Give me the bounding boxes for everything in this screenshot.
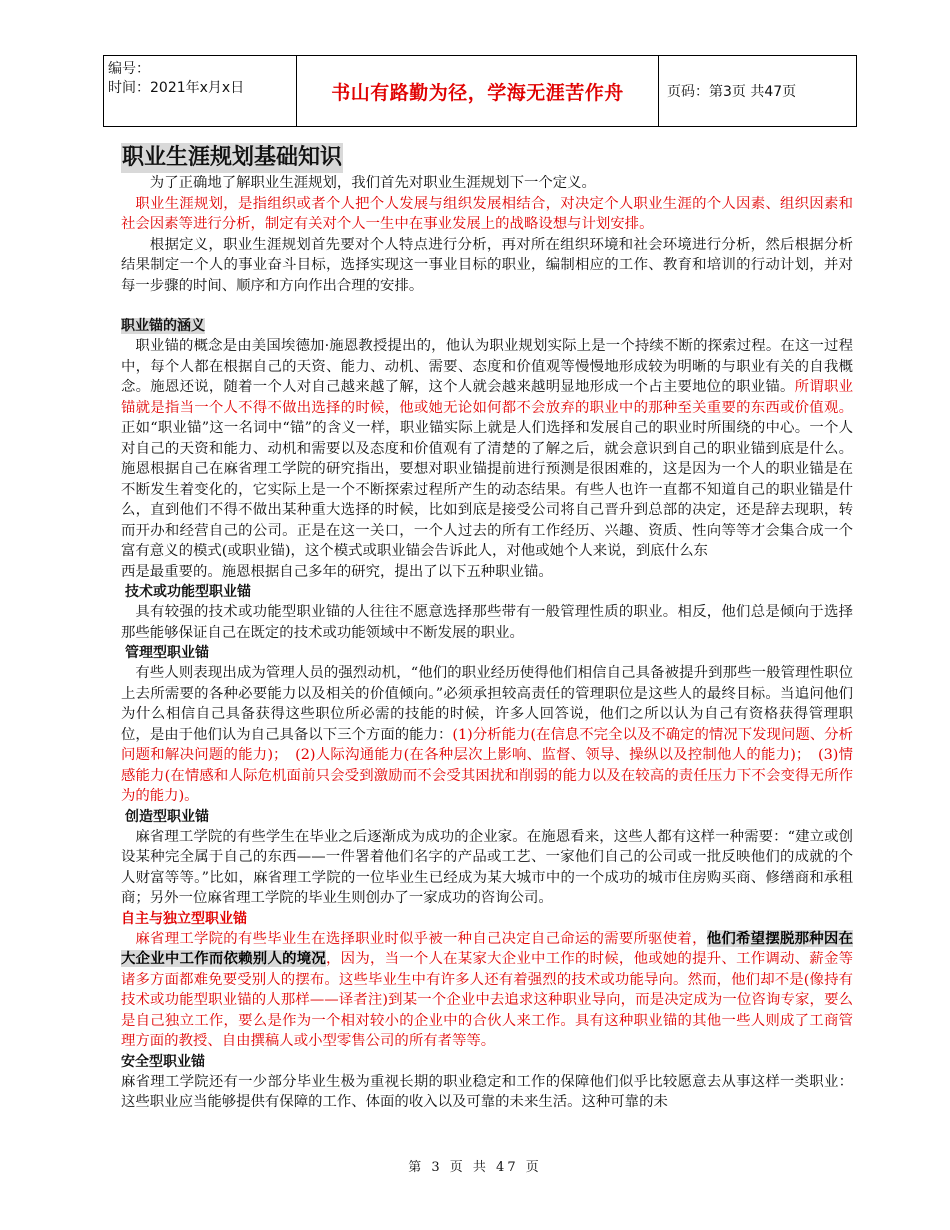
autonomy-text-b: ，因为，当一个人在某家大企业中工作的时候，他或她的提升、工作调动、薪金等诸多方面都难免要受别人的摆布。这些毕业生中有许多人还有着强烈的技术或功能导向。然而，他们却不是(像持有技术或功能型职业锚的人那样——译者注)到某一个企业中去追求这种职业导向，而是决定成为一位咨询专家，要么是自己独立工作，要么是作为一个相对较小的企业中的合伙人来工作。具有这种职业锚的其他一些人则成了工商管理方面的教授、自由撰稿人或小型零售公司的所有者等等。 (121, 951, 853, 1049)
anchor-paragraph-end: 西是最重要的。施恩根据自己多年的研究，提出了以下五种职业锚。 (121, 563, 553, 580)
page-footer: 第 3 页 共 47 页 (408, 1160, 542, 1175)
header-table (103, 55, 857, 127)
header-meta (104, 56, 297, 126)
analysis-paragraph: 根据定义，职业生涯规划首先要对个人特点进行分析，再对所在组织环境和社会环境进行分析，然后根据分析结果制定一个人的事业奋斗目标，选择实现这一事业目标的职业，编制相应的工作、教育和培训的行动计划，并对每一步骤的时间、顺序和方向作出合理的安排。 (121, 236, 853, 294)
autonomy-paragraph (121, 929, 853, 1052)
page-title: 职业生涯规划基础知识 (121, 143, 343, 173)
number-label: 编号： (108, 61, 150, 77)
managerial-paragraph (121, 663, 853, 807)
autonomy-text-a: 麻省理工学院的有些毕业生在选择职业时似乎被一种自己决定自己命运的需要所驱使着， (135, 930, 707, 947)
anchor-text-b: 正如“职业锚”这一名词中“锚”的含义一样，职业锚实际上就是人们选择和发展自己的职业时所围绕的中心。一个人对自己的天资和能力、动机和需要以及态度和价值观有了清楚的了解之后，就会意识到自己的职业锚到底是什么。施恩根据自己在麻省理工学院的研究指出，要想对职业锚提前进行预测是很困难的，这是因为一个人的职业锚是在不断发生着变化的，它实际上是一个不断探索过程所产生的动态结果。有些人也许一直都不知道自己的职业锚是什么，直到他们不得不做出某种重大选择的时候，比如到底是接受公司将自己晋升到总部的决定，还是辞去现职，转而开办和经营自己的公司。正是在这一关口，一个人过去的所有工作经历、兴趣、资质、性向等等才会集合成一个富有意义的模式(或职业锚)，这个模式或职业锚会告诉此人，对他或她个人来说，到底什么东 (121, 420, 853, 559)
section-heading-anchor-meaning: 职业锚的涵义 (121, 318, 205, 334)
section-heading-security: 安全型职业锚 (121, 1053, 205, 1070)
autonomy-highlight: 他们希望摆脱那种因在大企业中工作而依赖别人的境况 (121, 929, 853, 967)
section-heading-creative: 创造型职业锚 (125, 808, 209, 825)
security-paragraph: 麻省理工学院还有一少部分毕业生极为重视长期的职业稳定和工作的保障他们似乎比较愿意去从事这样一类职业：这些职业应当能够提供有保障的工作、体面的收入以及可靠的未来生活。这种可靠的未 (121, 1073, 853, 1110)
section-heading-technical: 技术或功能型职业锚 (125, 584, 251, 600)
anchor-definition-red: 所谓职业锚就是指当一个人不得不做出选择的时候，他或她无论如何都不会放弃的职业中的那种至关重要的东西或价值观。 (121, 379, 853, 416)
time-label: 时间：2021年x月x日 (108, 80, 245, 96)
intro-paragraph: 为了正确地了解职业生涯规划，我们首先对职业生涯规划下一个定义。 (149, 175, 596, 191)
managerial-text: 有些人则表现出成为管理人员的强烈动机，“他们的职业经历使得他们相信自己具备被提升到那些一般管理性职位上去所需要的各种必要能力以及相关的价值倾向。”必须承担较高责任的管理职位是这些人的最终目标。当追问他们为什么相信自己具备获得这些职位所必需的技能的时候，许多人回答说，他们之所以认为自己有资格获得管理职位，是由于他们认为自己具备以下三个方面的能力： (121, 665, 853, 743)
technical-paragraph: 具有较强的技术或功能型职业锚的人往往不愿意选择那些带有一般管理性质的职业。相反，他们总是倾向于选择那些能够保证自己在既定的技术或功能领域中不断发展的职业。 (121, 604, 853, 641)
anchor-paragraph (121, 336, 853, 562)
creative-paragraph: 麻省理工学院的有些学生在毕业之后逐渐成为成功的企业家。在施恩看来，这些人都有这样一种需要：“建立或创设某种完全属于自己的东西——一件署着他们名字的产品或工艺、一家他们自己的公司或一批反映他们的成就的个人财富等等。”比如，麻省理工学院的一位毕业生已经成为某大城市中的一个成功的城市住房购买商、修缮商和承租商；另外一位麻省理工学院的毕业生则创办了一家成功的咨询公司。 (121, 828, 853, 906)
header-page-info: 页码：第3页 共47页 (667, 84, 797, 100)
document-body (121, 143, 853, 1113)
section-heading-managerial: 管理型职业锚 (125, 645, 209, 661)
anchor-text-a: 职业锚的概念是由美国埃德加·施恩教授提出的，他认为职业规划实际上是一个持续不断的探索过程。在这一过程中，每个人都在根据自己的天资、能力、动机、需要、态度和价值观等慢慢地形成较为明晰的与职业有关的自我概念。施恩还说，随着一个人对自己越来越了解，这个人就会越来越明显地形成一个占主要地位的职业锚。 (121, 338, 853, 395)
header-motto: 书山有路勤为径，学海无涯苦作舟 (297, 56, 659, 126)
managerial-abilities-red: (1)分析能力(在信息不完全以及不确定的情况下发现问题、分析问题和解决问题的能力)； (2)人际沟通能力(在各种层次上影响、监督、领导、操纵以及控制他人的能力)； (3)情感能力(在情感和人际危机面前只会受到激励而不会受其困扰和削弱的能力以及在较高的责任压力下不会变得无所作为的能力)。 (121, 726, 853, 804)
section-heading-autonomy: 自主与独立型职业锚 (121, 910, 247, 927)
definition-paragraph: 职业生涯规划，是指组织或者个人把个人发展与组织发展相结合，对决定个人职业生涯的个人因素、组织因素和社会因素等进行分析，制定有关对个人一生中在事业发展上的战略设想与计划安排。 (121, 195, 853, 232)
